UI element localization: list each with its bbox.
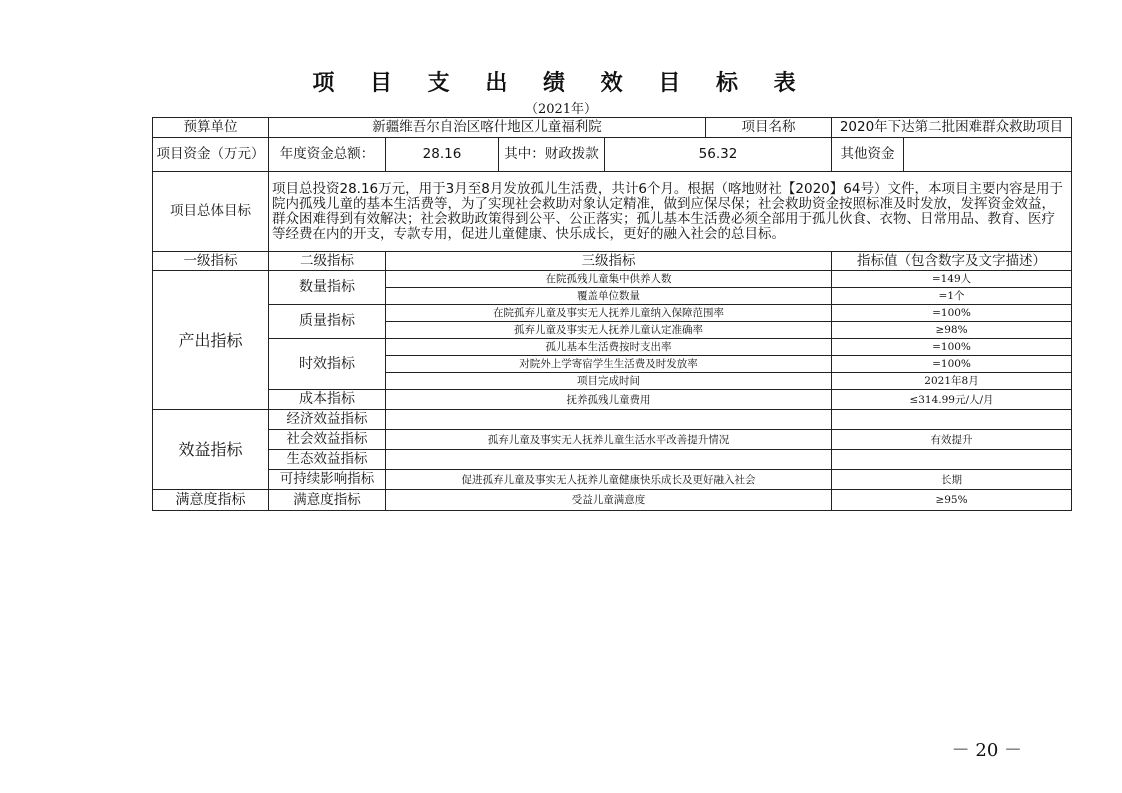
other-funds-value xyxy=(904,138,1072,172)
indicator-name: 项目完成时间 xyxy=(386,373,832,390)
indicator-name: 抚养孤残儿童费用 xyxy=(386,390,832,410)
indicator-name: 在院孤弃儿童及事实无人抚养儿童纳入保障范围率 xyxy=(386,305,832,322)
indicator-value: =1个 xyxy=(832,288,1072,305)
indicator-name: 孤儿基本生活费按时支出率 xyxy=(386,339,832,356)
indicator-name: 在院孤残儿童集中供养人数 xyxy=(386,271,832,288)
page-subtitle-year: （2021年） xyxy=(524,102,598,117)
cost-indicator-label: 成本指标 xyxy=(269,390,386,410)
economic-benefit-label: 经济效益指标 xyxy=(269,410,386,430)
fiscal-allocation-label: 其中：财政拨款 xyxy=(499,138,605,172)
output-indicator-label: 产出指标 xyxy=(153,271,269,410)
indicator-name: 覆盖单位数量 xyxy=(386,288,832,305)
fiscal-allocation-value: 56.32 xyxy=(605,138,832,172)
overall-goal-label: 项目总体目标 xyxy=(153,172,269,252)
ecological-benefit-label: 生态效益指标 xyxy=(269,450,386,470)
level3-header: 三级指标 xyxy=(386,252,832,271)
performance-goal-table xyxy=(152,117,1072,511)
indicator-name: 对院外上学寄宿学生生活费及时发放率 xyxy=(386,356,832,373)
indicator-name: 孤弃儿童及事实无人抚养儿童认定准确率 xyxy=(386,322,832,339)
table-row xyxy=(153,390,1072,410)
funds-row xyxy=(153,138,1072,172)
table-row xyxy=(153,470,1072,490)
funds-label: 项目资金（万元） xyxy=(153,138,269,172)
indicator-value: ≥98% xyxy=(832,322,1072,339)
indicator-name: 受益儿童满意度 xyxy=(386,490,832,511)
table-row xyxy=(153,339,1072,356)
table-row xyxy=(153,305,1072,322)
table-row xyxy=(153,430,1072,450)
satisfaction-sub-label: 满意度指标 xyxy=(269,490,386,511)
overall-goal-row xyxy=(153,172,1072,252)
indicator-header-row xyxy=(153,252,1072,271)
table-row xyxy=(153,490,1072,511)
timeliness-indicator-label: 时效指标 xyxy=(269,339,386,390)
table-row xyxy=(153,450,1072,470)
budget-unit-value: 新疆维吾尔自治区喀什地区儿童福利院 xyxy=(269,118,706,138)
level1-header: 一级指标 xyxy=(153,252,269,271)
sustainable-impact-label: 可持续影响指标 xyxy=(269,470,386,490)
social-benefit-label: 社会效益指标 xyxy=(269,430,386,450)
table-row xyxy=(153,271,1072,288)
page-title: 项 目 支 出 绩 效 目 标 表 xyxy=(312,71,810,96)
indicator-value: ≤314.99元/人/月 xyxy=(832,390,1072,410)
indicator-value: =100% xyxy=(832,339,1072,356)
satisfaction-indicator-label: 满意度指标 xyxy=(153,490,269,511)
benefit-indicator-label: 效益指标 xyxy=(153,410,269,490)
project-name-label: 项目名称 xyxy=(706,118,832,138)
indicator-value: ≥95% xyxy=(832,490,1072,511)
indicator-name xyxy=(386,450,832,470)
page-number: － 20 － xyxy=(951,740,1022,761)
indicator-name xyxy=(386,410,832,430)
table-row xyxy=(153,410,1072,430)
indicator-value: =100% xyxy=(832,305,1072,322)
budget-unit-label: 预算单位 xyxy=(153,118,269,138)
indicator-value: 有效提升 xyxy=(832,430,1072,450)
indicator-value: =100% xyxy=(832,356,1072,373)
quantity-indicator-label: 数量指标 xyxy=(269,271,386,305)
indicator-value: 2021年8月 xyxy=(832,373,1072,390)
overall-goal-text: 项目总投资28.16万元，用于3月至8月发放孤儿生活费，共计6个月。根据（喀地财社【2020】64号）文件，本项目主要内容是用于院内孤残儿童的基本生活费等，为了实现社会救助对象认定精准，做到应保尽保；社会救助资金按照标准及时发放，发挥资金效益，群众困难得到有效解决；社会救助政策得到公平、公正落实；孤儿基本生活费必须全部用于孤儿伙食、衣物、日常用品、教育、医疗等经费在内的开支，专款专用，促进儿童健康、快乐成长，更好的融入社会的总目标。 xyxy=(269,172,1072,252)
indicator-value: 长期 xyxy=(832,470,1072,490)
indicator-name: 促进孤弃儿童及事实无人抚养儿童健康快乐成长及更好融入社会 xyxy=(386,470,832,490)
annual-total-value: 28.16 xyxy=(386,138,499,172)
level2-header: 二级指标 xyxy=(269,252,386,271)
indicator-value: =149人 xyxy=(832,271,1072,288)
indicator-name: 孤弃儿童及事实无人抚养儿童生活水平改善提升情况 xyxy=(386,430,832,450)
project-name-value: 2020年下达第二批困难群众救助项目 xyxy=(832,118,1072,138)
indicator-value xyxy=(832,450,1072,470)
indicator-value xyxy=(832,410,1072,430)
quality-indicator-label: 质量指标 xyxy=(269,305,386,339)
other-funds-label: 其他资金 xyxy=(832,138,904,172)
value-header: 指标值（包含数字及文字描述） xyxy=(832,252,1072,271)
annual-total-label: 年度资金总额： xyxy=(269,138,386,172)
budget-unit-row xyxy=(153,118,1072,138)
